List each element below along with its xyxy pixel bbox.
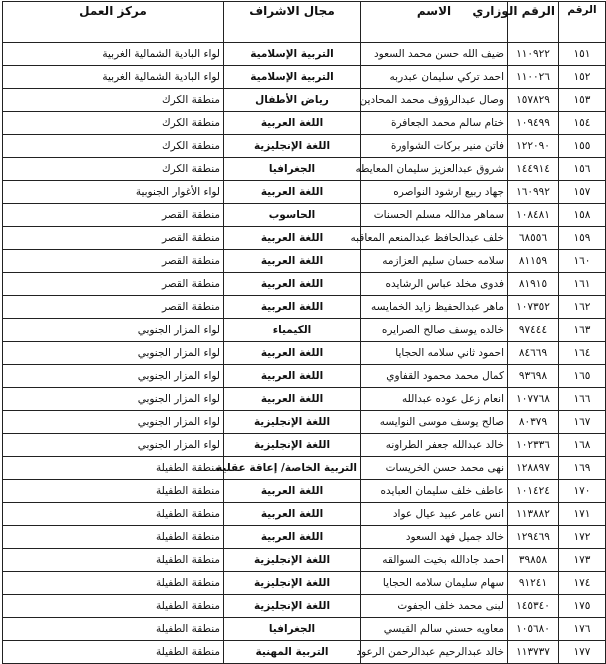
table-row [3, 434, 606, 457]
table-row [3, 641, 606, 664]
row-name: شروق عبدالعزيز سليمان المعايطه [361, 158, 508, 181]
row-index: ١٧٤ [559, 572, 606, 595]
row-name: نهى محمد حسن الخريسات [361, 457, 508, 480]
row-supervision-field: اللغة الإنجليزية [224, 135, 361, 158]
row-ministry-number: ١١٣٨٨٢ [508, 503, 559, 526]
row-supervision-field: اللغة العربية [224, 112, 361, 135]
row-name: خلف عبدالحافظ عبدالمنعم المعاقبه [361, 227, 508, 250]
row-work-center: منطقة الكرك [3, 89, 224, 112]
row-ministry-number: ١٠٢٣٣٦ [508, 434, 559, 457]
row-index: ١٥٧ [559, 181, 606, 204]
row-supervision-field: اللغة الإنجليزية [224, 549, 361, 572]
row-work-center: منطقة الطفيلة [3, 503, 224, 526]
row-index: ١٥١ [559, 43, 606, 66]
row-name: احمود ثاني سلامه الحجايا [361, 342, 508, 365]
row-work-center: منطقة القصر [3, 227, 224, 250]
header-ministry-number [472, 2, 559, 43]
row-ministry-number: ٨١٩١٥ [508, 273, 559, 296]
row-name: فاتن منير بركات الشواورة [361, 135, 508, 158]
row-supervision-field: اللغة العربية [224, 296, 361, 319]
row-name: صالح يوسف موسى النوايسه [361, 411, 508, 434]
row-work-center: لواء المزار الجنوبي [3, 434, 224, 457]
table-row [3, 480, 606, 503]
row-supervision-field: التربية الإسلامية [224, 43, 361, 66]
row-index: ١٦٧ [559, 411, 606, 434]
row-ministry-number: ٩٧٤٤٤ [508, 319, 559, 342]
row-name: انعام زعل عوده عبدالله [361, 388, 508, 411]
row-work-center: منطقة القصر [3, 296, 224, 319]
row-ministry-number: ١٤٤٩١٤ [508, 158, 559, 181]
row-ministry-number: ١١٠٠٢٦ [508, 66, 559, 89]
table-row [3, 181, 606, 204]
row-work-center: منطقة القصر [3, 204, 224, 227]
row-supervision-field: الكيمياء [224, 319, 361, 342]
table-row [3, 273, 606, 296]
row-index: ١٧١ [559, 503, 606, 526]
row-supervision-field: التربية المهنية [224, 641, 361, 664]
row-name: خالد عبدالرحيم عبدالرحمن الرعود [361, 641, 508, 664]
table-row [3, 365, 606, 388]
row-name: لبنى محمد خلف الجفوت [361, 595, 508, 618]
row-name: ماهر عبدالحفيظ زايد الخمايسه [361, 296, 508, 319]
row-ministry-number: ١٢٢٠٩٠ [508, 135, 559, 158]
row-name: سهام سليمان سلامه الحجايا [361, 572, 508, 595]
row-ministry-number: ١١٠٩٢٢ [508, 43, 559, 66]
row-supervision-field: اللغة الإنجليزية [224, 434, 361, 457]
table-row [3, 43, 606, 66]
row-index: ١٥٤ [559, 112, 606, 135]
table-row [3, 204, 606, 227]
table-row [3, 66, 606, 89]
table-body [3, 43, 606, 664]
row-ministry-number: ٨٤٦٦٩ [508, 342, 559, 365]
row-work-center: منطقة الطفيلة [3, 480, 224, 503]
row-work-center: لواء المزار الجنوبي [3, 342, 224, 365]
row-index: ١٥٩ [559, 227, 606, 250]
row-supervision-field: الجغرافيا [224, 158, 361, 181]
row-work-center: لواء المزار الجنوبي [3, 411, 224, 434]
row-index: ١٧٢ [559, 526, 606, 549]
row-supervision-field: الحاسوب [224, 204, 361, 227]
row-index: ١٧٧ [559, 641, 606, 664]
row-supervision-field: اللغة العربية [224, 227, 361, 250]
row-ministry-number: ١٢٨٨٩٧ [508, 457, 559, 480]
row-ministry-number: ١٢٩٤٦٩ [508, 526, 559, 549]
row-index: ١٦٨ [559, 434, 606, 457]
row-ministry-number: ٩١٢٤١ [508, 572, 559, 595]
row-name: سلامه حسان سليم العزازمه [361, 250, 508, 273]
header-supervision-field: مجال الاشراف [224, 2, 361, 43]
row-supervision-field: اللغة العربية [224, 250, 361, 273]
row-work-center: لواء المزار الجنوبي [3, 388, 224, 411]
row-ministry-number: ١١٣٧٣٧ [508, 641, 559, 664]
row-index: ١٧٦ [559, 618, 606, 641]
row-work-center: منطقة الطفيلة [3, 572, 224, 595]
row-work-center: منطقة الطفيلة [3, 457, 224, 480]
table-row [3, 595, 606, 618]
table-row [3, 503, 606, 526]
row-supervision-field: اللغة العربية [224, 388, 361, 411]
row-index: ١٥٣ [559, 89, 606, 112]
table-row [3, 342, 606, 365]
row-work-center: لواء المزار الجنوبي [3, 365, 224, 388]
row-work-center: لواء الأغوار الجنوبية [3, 181, 224, 204]
table-row [3, 526, 606, 549]
row-index: ١٦٣ [559, 319, 606, 342]
row-ministry-number: ١٤٥٣٤٠ [508, 595, 559, 618]
row-name: فدوى مخلد عباس الرشايده [361, 273, 508, 296]
table-row [3, 618, 606, 641]
row-index: ١٦٠ [559, 250, 606, 273]
row-ministry-number: ١٠٧٧٦٨ [508, 388, 559, 411]
row-work-center: لواء البادية الشمالية الغربية [3, 43, 224, 66]
row-index: ١٦٤ [559, 342, 606, 365]
table-row [3, 572, 606, 595]
row-name: سماهر مداللہ مسلم الحسنات [361, 204, 508, 227]
row-supervision-field: اللغة العربية [224, 480, 361, 503]
header-work-center: مركز العمل [3, 2, 224, 43]
table-row [3, 319, 606, 342]
row-index: ١٥٨ [559, 204, 606, 227]
row-name: ضيف الله حسن محمد السعود [361, 43, 508, 66]
row-supervision-field: التربية الخاصة/ إعاقة عقلية [224, 457, 361, 480]
table-row [3, 112, 606, 135]
row-name: خالد عبدالله جعفر الطراونه [361, 434, 508, 457]
row-ministry-number: ١٠١٤٢٤ [508, 480, 559, 503]
row-index: ١٧٥ [559, 595, 606, 618]
row-work-center: منطقة القصر [3, 250, 224, 273]
row-work-center: منطقة القصر [3, 273, 224, 296]
row-name: ختام سالم محمد الجعافرة [361, 112, 508, 135]
row-name: جهاد ربيع ارشود النواصره [361, 181, 508, 204]
row-name: عاطف خلف سليمان العبايده [361, 480, 508, 503]
row-ministry-number: ١٦٠٩٩٢ [508, 181, 559, 204]
row-index: ١٦١ [559, 273, 606, 296]
row-index: ١٧٠ [559, 480, 606, 503]
row-name: خالد جميل فهد السعود [361, 526, 508, 549]
table-row [3, 89, 606, 112]
row-supervision-field: اللغة الإنجليزية [224, 411, 361, 434]
row-ministry-number: ٦٨٥٥٦ [508, 227, 559, 250]
row-name: انس عامر عبيد عيال عواد [361, 503, 508, 526]
table-row [3, 457, 606, 480]
row-name: معاويه حسني سالم القيسي [361, 618, 508, 641]
row-supervision-field: اللغة العربية [224, 273, 361, 296]
row-supervision-field: الجغرافيا [224, 618, 361, 641]
row-work-center: منطقة الطفيلة [3, 618, 224, 641]
row-index: ١٥٥ [559, 135, 606, 158]
row-supervision-field: رياض الأطفال [224, 89, 361, 112]
row-work-center: لواء المزار الجنوبي [3, 319, 224, 342]
table-row [3, 388, 606, 411]
row-supervision-field: اللغة العربية [224, 365, 361, 388]
row-work-center: منطقة الكرك [3, 158, 224, 181]
row-name: كمال محمد محمود القفاوي [361, 365, 508, 388]
row-work-center: منطقة الطفيلة [3, 595, 224, 618]
row-supervision-field: اللغة الإنجليزية [224, 595, 361, 618]
row-supervision-field: اللغة العربية [224, 526, 361, 549]
header-ministry-number-label: الرقم الوزاري [472, 4, 555, 18]
row-index: ١٦٦ [559, 388, 606, 411]
row-work-center: لواء البادية الشمالية الغربية [3, 66, 224, 89]
row-name: احمد جادالله بخيت السوالقه [361, 549, 508, 572]
table-row [3, 250, 606, 273]
row-ministry-number: ١٠٧٣٥٢ [508, 296, 559, 319]
row-index: ١٦٢ [559, 296, 606, 319]
table-row [3, 411, 606, 434]
header-name: الاسم [361, 2, 508, 43]
row-supervision-field: التربية الإسلامية [224, 66, 361, 89]
row-index: ١٥٢ [559, 66, 606, 89]
row-ministry-number: ٨٠٣٧٩ [508, 411, 559, 434]
row-name: خالده يوسف صالح الصرايره [361, 319, 508, 342]
row-work-center: منطقة الطفيلة [3, 549, 224, 572]
table-row [3, 227, 606, 250]
row-ministry-number: ١٥٧٨٢٩ [508, 89, 559, 112]
table-row [3, 135, 606, 158]
table-row [3, 549, 606, 572]
row-ministry-number: ١٠٨٤٨١ [508, 204, 559, 227]
row-index: ١٦٥ [559, 365, 606, 388]
row-supervision-field: اللغة العربية [224, 181, 361, 204]
row-ministry-number: ٣٩٨٥٨ [508, 549, 559, 572]
row-work-center: منطقة الطفيلة [3, 641, 224, 664]
header-index: الرقم [559, 2, 606, 43]
row-index: ١٦٩ [559, 457, 606, 480]
row-supervision-field: اللغة العربية [224, 342, 361, 365]
row-ministry-number: ٨١١٥٩ [508, 250, 559, 273]
row-name: احمد تركي سليمان عبدربه [361, 66, 508, 89]
row-name: وصال عبدالرؤوف محمد المحادين [361, 89, 508, 112]
table-row [3, 158, 606, 181]
row-work-center: منطقة الكرك [3, 112, 224, 135]
row-index: ١٧٣ [559, 549, 606, 572]
table-row [3, 296, 606, 319]
row-index: ١٥٦ [559, 158, 606, 181]
table-header-row [3, 2, 606, 43]
staff-table [2, 1, 606, 664]
row-work-center: منطقة الكرك [3, 135, 224, 158]
row-supervision-field: اللغة العربية [224, 503, 361, 526]
row-supervision-field: اللغة الإنجليزية [224, 572, 361, 595]
row-ministry-number: ١٠٩٤٩٩ [508, 112, 559, 135]
row-ministry-number: ١٠٥٦٨٠ [508, 618, 559, 641]
row-ministry-number: ٩٣٦٩٨ [508, 365, 559, 388]
row-work-center: منطقة الطفيلة [3, 526, 224, 549]
